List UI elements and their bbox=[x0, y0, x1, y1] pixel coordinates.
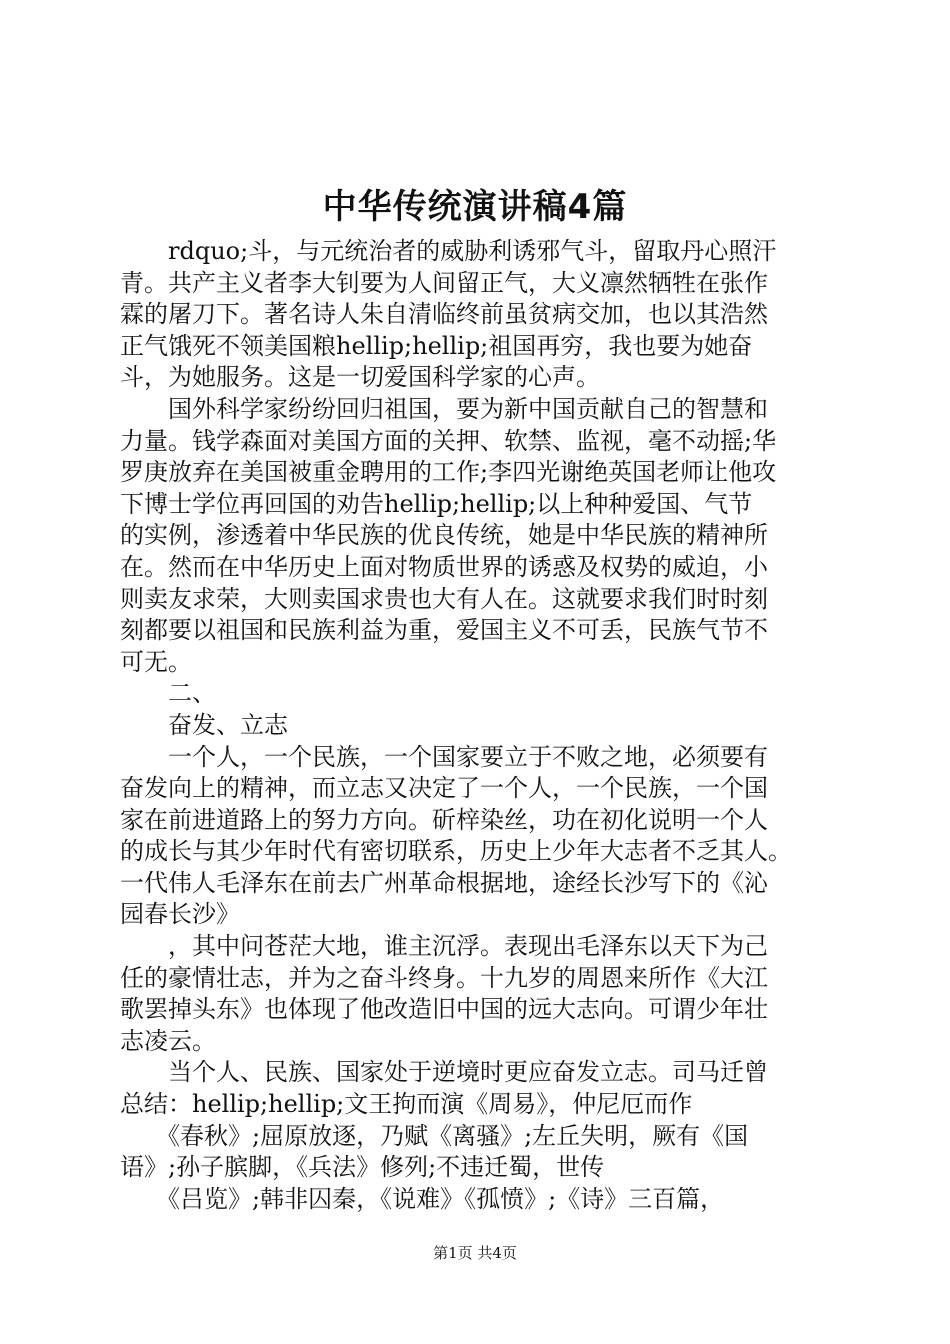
text-line: 奋发向上的精神，而立志又决定了一个人，一个民族，一个国 bbox=[120, 774, 768, 803]
text-line: 正气饿死不领美国粮hellip;hellip;祖国再穷，我也要为她奋 bbox=[120, 331, 753, 360]
text-line: 家在前进道路上的努力方向。斫梓染丝，功在初化说明一个人 bbox=[120, 805, 768, 834]
text-line: 在。然而在中华历史上面对物质世界的诱惑及权势的威迫，小 bbox=[120, 552, 768, 581]
text-line: 歌罢掉头东》也体现了他改造旧中国的远大志向。可谓少年壮 bbox=[120, 995, 768, 1024]
text-line: 《春秋》;屈原放逐，乃赋《离骚》;左丘失明，厥有《国 bbox=[120, 1121, 749, 1150]
text-line: 二、 bbox=[120, 679, 216, 708]
section-heading: 奋发、立志 bbox=[120, 710, 288, 739]
text-line: 国外科学家纷纷回归祖国，要为新中国贡献自己的智慧和 bbox=[120, 394, 768, 423]
text-line: 可无。 bbox=[120, 647, 192, 676]
text-line: 《吕览》;韩非囚秦，《说难》《孤愤》;《诗》三百篇， bbox=[120, 1184, 725, 1213]
page-footer: 第1页 共4页 bbox=[433, 1244, 517, 1262]
text-line: 的成长与其少年时代有密切联系，历史上少年大志者不乏其人。 bbox=[120, 837, 792, 866]
text-line: 下博士学位再回国的劝告hellip;hellip;以上种种爱国、气节 bbox=[120, 489, 753, 518]
text-line: 语》;孙子膑脚，《兵法》修列;不违迁蜀，世传 bbox=[120, 1153, 605, 1182]
text-line: 的实例，渗透着中华民族的优良传统，她是中华民族的精神所 bbox=[120, 521, 768, 550]
text-line: 力量。钱学森面对美国方面的关押、软禁、监视，毫不动摇;华 bbox=[120, 426, 777, 455]
body-text bbox=[120, 236, 840, 1215]
text-line: rdquo;斗，与元统治者的威胁利诱邪气斗，留取丹心照汗 bbox=[120, 237, 777, 265]
text-line: 总结：hellip;hellip;文王拘而演《周易》，仲尼厄而作 bbox=[120, 1090, 693, 1119]
page-title: 中华传统演讲稿4篇 bbox=[322, 187, 628, 227]
text-line: 当个人、民族、国家处于逆境时更应奋发立志。司马迁曾 bbox=[120, 1058, 768, 1087]
text-line: 霖的屠刀下。著名诗人朱自清临终前虽贫病交加，也以其浩然 bbox=[120, 300, 768, 329]
text-line: 志凌云。 bbox=[120, 1026, 216, 1055]
text-line: 一个人，一个民族，一个国家要立于不败之地，必须要有 bbox=[120, 742, 768, 771]
text-line: 园春长沙》 bbox=[120, 900, 240, 929]
text-line: 则卖友求荣，大则卖国求贵也大有人在。这就要求我们时时刻 bbox=[120, 584, 768, 613]
text-line: ，其中问苍茫大地，谁主沉浮。表现出毛泽东以天下为己 bbox=[120, 932, 768, 961]
text-line: 罗庚放弃在美国被重金聘用的工作;李四光谢绝英国老师让他攻 bbox=[120, 458, 777, 487]
text-line: 一代伟人毛泽东在前去广州革命根据地，途经长沙写下的《沁 bbox=[120, 868, 768, 897]
text-line: 刻都要以祖国和民族利益为重，爱国主义不可丢，民族气节不 bbox=[120, 616, 768, 645]
text-line: 任的豪情壮志，并为之奋斗终身。十九岁的周恩来所作《大江 bbox=[120, 963, 768, 992]
text-line: 斗，为她服务。这是一切爱国科学家的心声。 bbox=[120, 363, 600, 392]
text-line: 青。共产主义者李大钊要为人间留正气，大义凛然牺牲在张作 bbox=[120, 268, 768, 297]
